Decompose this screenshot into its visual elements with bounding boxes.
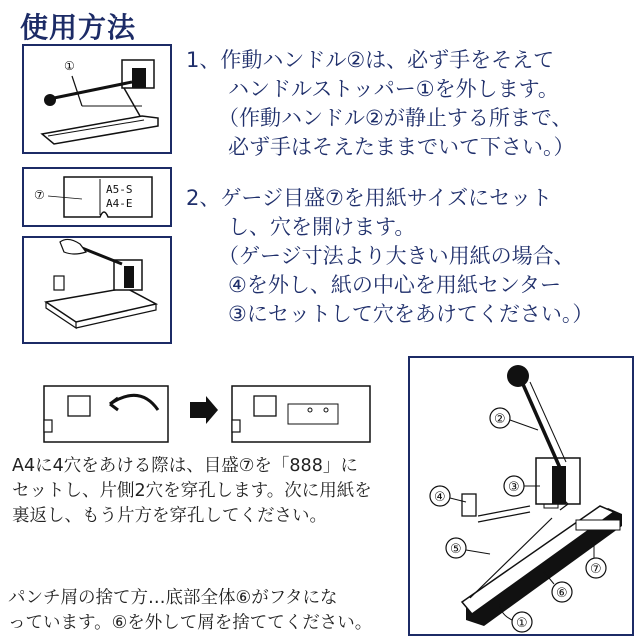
- disposal-note-line: パンチ屑の捨て方…底部全体⑥がフタにな: [8, 588, 338, 608]
- step-2-instructions: [186, 184, 593, 329]
- marker-7: ⑦: [590, 562, 602, 577]
- disposal-note-line: っています。⑥を外して屑を捨ててください。: [8, 613, 373, 633]
- marker-2: ②: [494, 412, 506, 427]
- punch-illustration-1: [24, 46, 170, 152]
- step-1-instructions: [186, 46, 575, 162]
- marker-3: ③: [508, 480, 520, 495]
- figure-punch-parts: [408, 356, 634, 636]
- figure-punching: [22, 236, 172, 344]
- marker-4: ④: [434, 490, 446, 505]
- figure-gauge: [22, 167, 172, 227]
- step-2-line: し、穴を開けます。: [228, 215, 416, 239]
- step-2-line: ③にセットして穴をあけてください。）: [228, 302, 594, 326]
- gauge-size-top: A5-S: [106, 183, 133, 196]
- step-1-line: ハンドルストッパー①を外します。: [228, 77, 559, 101]
- punch-parts-illustration: [410, 358, 632, 634]
- marker-1: ①: [64, 59, 75, 73]
- disposal-note: [8, 586, 372, 636]
- punch-illustration-2: [24, 238, 170, 342]
- a4-note-line: セットし、片側2穴を穿孔します。次に用紙を: [12, 481, 372, 501]
- marker-5: ⑤: [450, 542, 462, 557]
- gauge-marker: ⑦: [34, 188, 45, 202]
- a4-four-hole-note: [12, 454, 372, 529]
- flip-paper-illustration: [10, 380, 380, 450]
- step-1-line: （作動ハンドル②が静止する所まで、: [218, 106, 573, 130]
- page-title: 使用方法: [20, 11, 137, 44]
- step-2-line: （ゲージ寸法より大きい用紙の場合、: [218, 244, 575, 268]
- step-2-line: 2、ゲージ目盛⑦を用紙サイズにセット: [186, 186, 553, 210]
- step-1-line: 必ず手はそえたままでいて下さい。）: [228, 135, 575, 159]
- marker-6: ⑥: [556, 586, 568, 601]
- gauge-size-bottom: A4-E: [106, 197, 133, 210]
- gauge-illustration: [24, 169, 170, 225]
- figure-handle-stopper: [22, 44, 172, 154]
- a4-note-line: 裏返し、もう片方を穿孔してください。: [12, 506, 327, 526]
- a4-note-line: A4に4穴をあける際は、目盛⑦を「888」に: [12, 456, 358, 476]
- step-2-line: ④を外し、紙の中心を用紙センター: [228, 273, 561, 297]
- marker-1-bottom: ①: [516, 616, 528, 631]
- step-1-line: 1、作動ハンドル②は、必ず手をそえて: [186, 48, 555, 72]
- arrow-right-icon: [190, 396, 218, 424]
